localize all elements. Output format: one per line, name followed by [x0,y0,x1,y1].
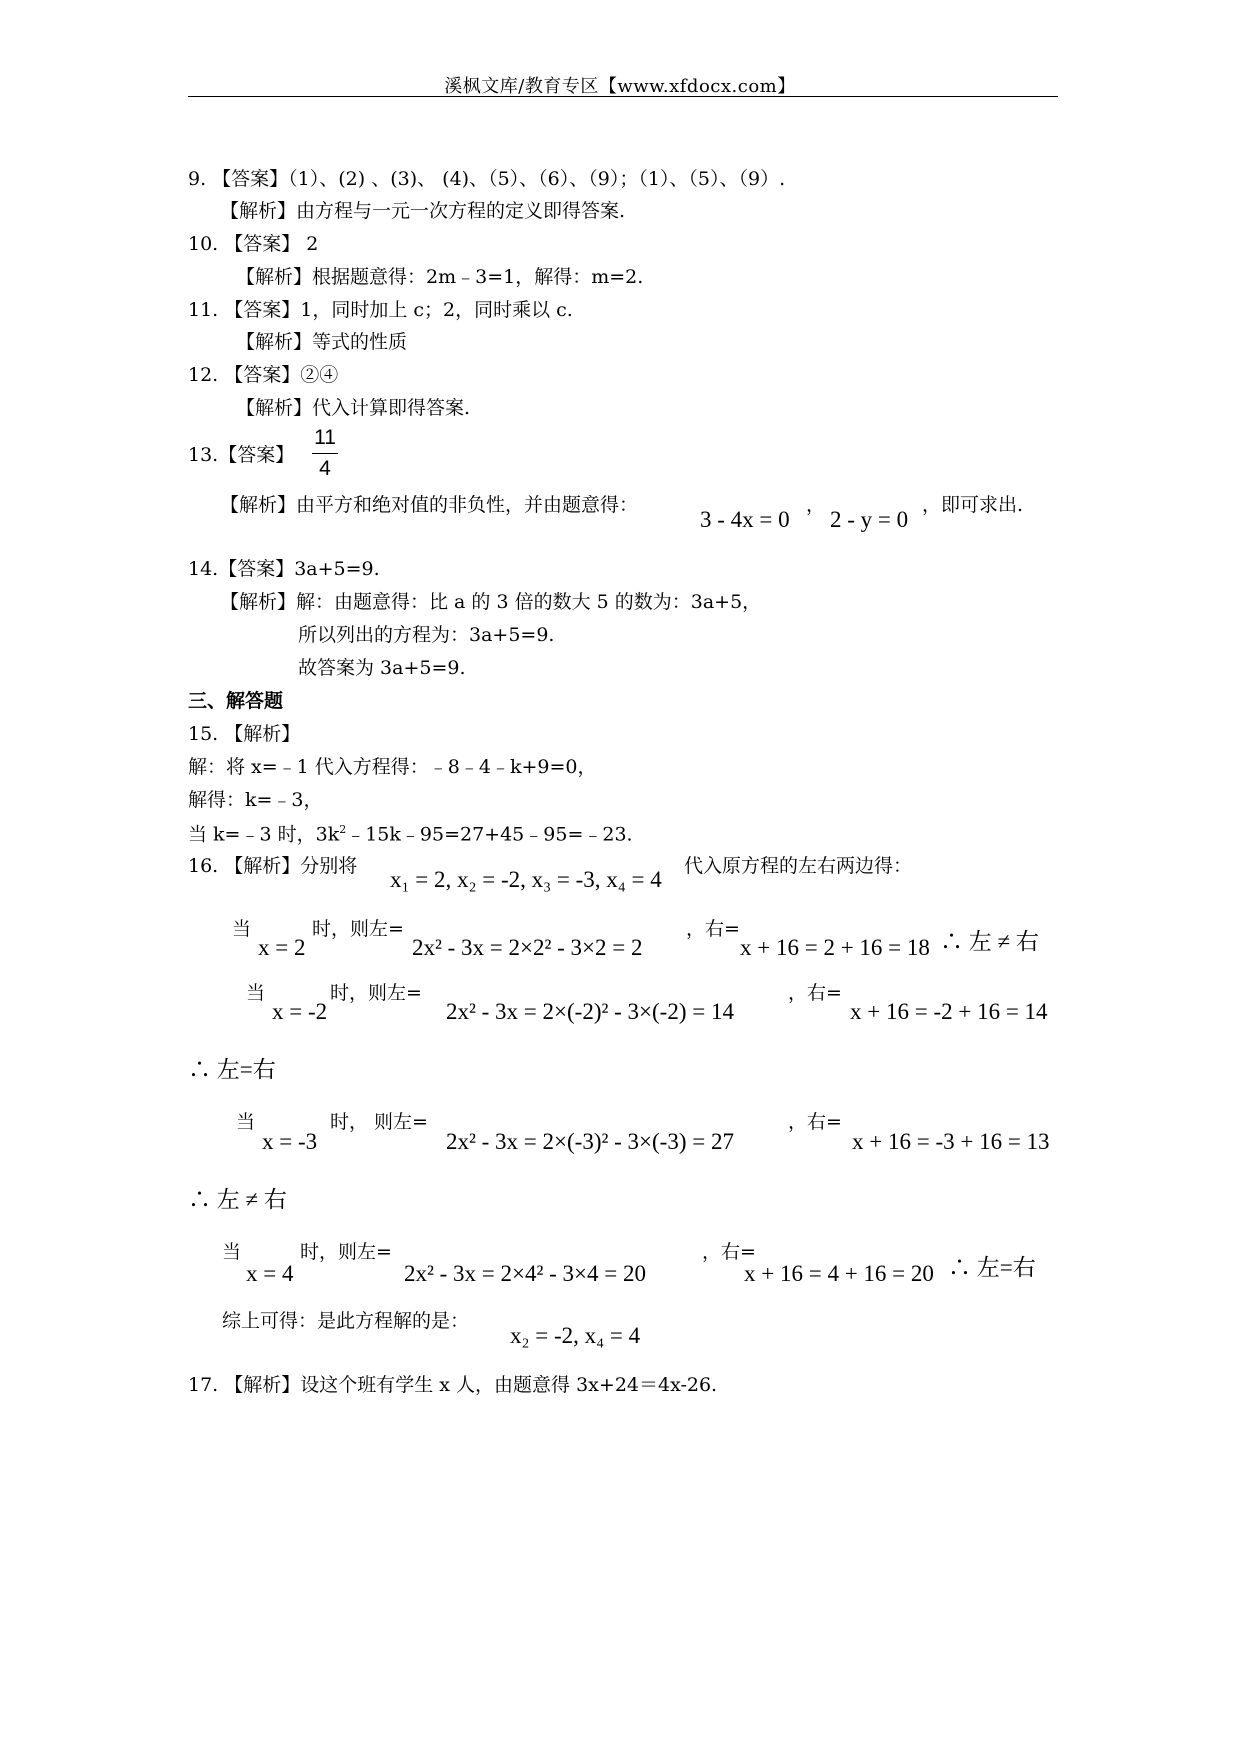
case2-right: x + 16 = -2 + 16 = 14 [850,999,1048,1024]
case2-conclusion: ∴ 左=右 [188,1057,276,1082]
q15-line-2: 解得：k=﹣3， [188,789,323,811]
case3-when: 当 [236,1111,256,1133]
case4-right: x + 16 = 4 + 16 = 20 [744,1261,934,1286]
q17: 17. 【解析】设这个班有学生 x 人，由题意得 3x+24＝4x-26. [188,1374,718,1396]
q15-title: 15. 【解析】 [188,723,301,745]
comma: ， [806,494,826,516]
q10-answer: 10. 【答案】 2 [188,233,319,255]
case4-mid: 时，则左= [300,1241,392,1263]
q16-intro-tail: 代入原方程的左右两边得： [684,855,913,877]
q13-equation-2: 2 - y = 0 [830,507,909,532]
q13-tail: ，即可求出. [922,494,1024,516]
case1-mid: 时，则左= [312,918,404,940]
case4-x: x = 4 [246,1261,294,1286]
header-rule [188,96,1058,97]
q16-roots: x₁ = 2, x₂ = -2, x₃ = -3, x₄ = 4 [390,867,662,892]
fraction-bar [312,453,338,454]
q12-answer: 12. 【答案】②④ [188,364,339,386]
case3-right: x + 16 = -3 + 16 = 13 [852,1129,1050,1154]
case3-left: 2x² - 3x = 2×(-3)² - 3×(-3) = 27 [446,1129,734,1154]
case1-x: x = 2 [258,935,306,960]
case3-x: x = -3 [262,1129,318,1154]
case1-right-label: ，右= [686,918,740,940]
q15-line-3 [188,824,633,844]
q9-answer: 9. 【答案】（1）、(2) 、(3)、 (4)、（5）、（6）、（9）；（1）、（5）、（9）. [188,168,786,190]
q16-intro: 16. 【解析】分别将 [188,855,358,877]
q16-solutions: x₂ = -2, x₄ = 4 [510,1323,641,1348]
q10-analysis: 【解析】根据题意得：2m﹣3=1，解得：m=2. [236,266,644,288]
page-header: 溪枫文库/教育专区【www.xfdocx.com】 [444,76,796,97]
case1-conclusion: ∴ 左 ≠ 右 [940,929,1039,954]
section-heading: 三、解答题 [188,690,284,712]
case4-conclusion: ∴ 左=右 [948,1255,1036,1280]
case2-right-label: ，右= [788,982,842,1004]
q13-answer: 13.【答案】 [188,444,295,466]
q11-analysis: 【解析】等式的性质 [236,331,408,353]
q14-analysis: 【解析】解：由题意得：比 a 的 3 倍的数大 5 的数为：3a+5， [220,591,762,613]
q13-equation-1: 3 - 4x = 0 [700,507,790,532]
q13-analysis: 【解析】由平方和绝对值的非负性，并由题意得： [220,494,639,516]
q12-analysis: 【解析】代入计算即得答案. [236,397,471,419]
case2-left: 2x² - 3x = 2×(-2)² - 3×(-2) = 14 [446,999,734,1024]
case4-left: 2x² - 3x = 2×4² - 3×4 = 20 [404,1261,646,1286]
q15-line-3-end: ﹣15k﹣95=27+45﹣95=﹣23. [346,823,633,846]
case3-right-label: ，右= [788,1111,842,1133]
case1-right: x + 16 = 2 + 16 = 18 [740,935,930,960]
q16-summary: 综上可得：是此方程解的是： [222,1310,470,1332]
q14-line-3: 故答案为 3a+5=9. [298,657,466,679]
q13-fraction [310,426,340,481]
case4-right-label: ，右= [702,1241,756,1263]
case3-conclusion: ∴ 左 ≠ 右 [188,1187,287,1212]
q13-denominator: 4 [319,457,331,480]
q9-analysis: 【解析】由方程与一元一次方程的定义即得答案. [220,200,626,222]
case4-when: 当 [222,1241,242,1263]
q15-line-1: 解：将 x=﹣1 代入方程得：﹣8﹣4﹣k+9=0， [188,756,597,778]
q15-line-3-start: 当 k=﹣3 时，3k [188,823,340,846]
q15-superscript: 2 [339,823,347,836]
q14-answer: 14.【答案】3a+5=9. [188,558,380,580]
case2-mid: 时，则左= [330,982,422,1004]
q13-numerator: 11 [314,426,336,449]
case2-x: x = -2 [272,999,328,1024]
case1-when: 当 [232,918,252,940]
case1-left: 2x² - 3x = 2×2² - 3×2 = 2 [412,935,643,960]
case2-when: 当 [246,982,266,1004]
case3-mid: 时， 则左= [330,1111,428,1133]
q14-line-2: 所以列出的方程为：3a+5=9. [298,624,555,646]
q11-answer: 11. 【答案】1，同时加上 c；2，同时乘以 c. [188,299,573,321]
